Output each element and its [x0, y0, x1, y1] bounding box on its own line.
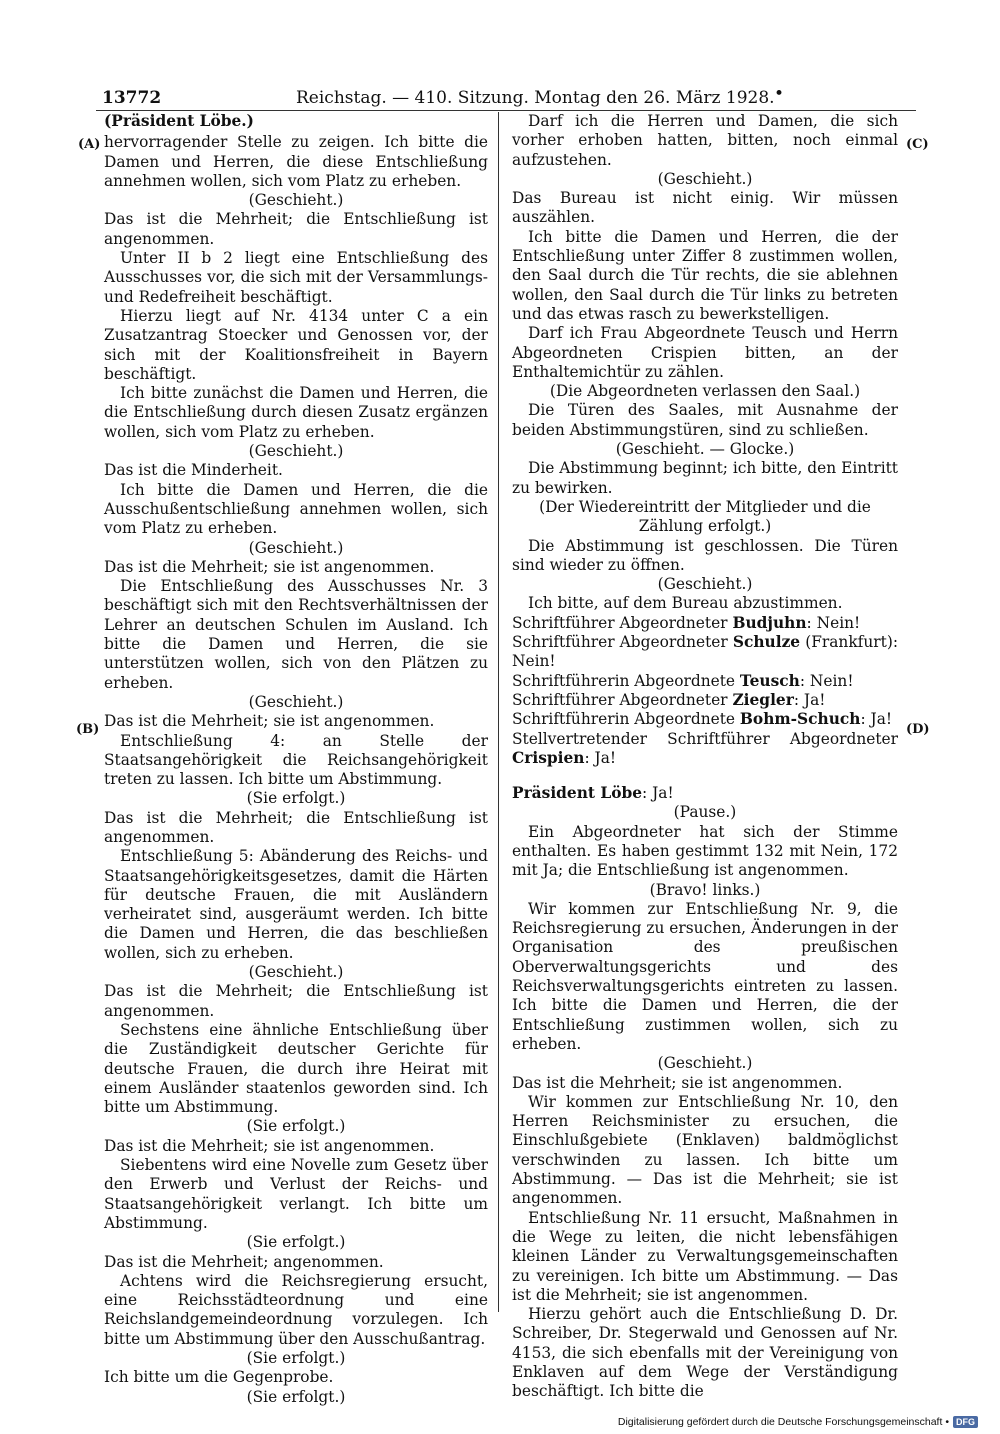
vote-name: Schulze — [732, 633, 801, 652]
stage-direction: (Bravo! links.) — [649, 880, 761, 899]
stage-direction: (Der Wiedereintritt der Mitglieder und die Zählung erfolgt.) — [539, 497, 871, 536]
vote-role: Stellvertretender Schriftführer Abgeordneter — [512, 729, 898, 748]
paragraph: Darf ich die Herren und Damen, die sich vorher erhoben hatten, bitten, noch einmal aufzustehen. — [512, 112, 898, 169]
vote-line — [512, 691, 898, 710]
stage-direction: (Geschieht.) — [248, 963, 344, 982]
paragraph: Achtens wird die Reichsregierung ersucht, eine Reichsstädteordnung und eine Reichslandgemeindeordnung vorzulegen. Ich bitte um Abstimmung über den Ausschußantrag. — [104, 1271, 488, 1348]
paragraph: Entschließung 5: Abänderung des Reichs- und Staatsangehörigkeitsgesetzes, damit die Härten für deutsche Frauen, die mit Ausländern verheiratet sind, ausgeräumt werden. Ich bitte die Damen und Herren, die das beschließen wollen, sich zu erheben. — [104, 847, 488, 962]
paragraph: Das ist die Mehrheit; die Entschließung ist angenommen. — [104, 982, 488, 1020]
header-rule — [96, 110, 916, 111]
stage-direction: (Sie erfolgt.) — [246, 1387, 346, 1406]
paragraph: Ich bitte um die Gegenprobe. — [104, 1368, 334, 1387]
margin-mark-b: (B) — [76, 722, 100, 737]
paragraph: Das ist die Mehrheit; sie ist angenommen. — [512, 1073, 843, 1092]
vote-answer: : Ja! — [584, 748, 617, 767]
paragraph: Unter II b 2 liegt eine Entschließung des Ausschusses vor, die sich mit der Versammlungs- und Redefreiheit beschäftigt. — [104, 249, 488, 306]
vote-answer: : Nein! — [799, 671, 854, 690]
paragraph: Hierzu gehört auch die Entschließung D. Dr. Schreiber, Dr. Stegerwald und Genossen auf Nr. 4153, die sich ebenfalls mit der Vereinigung von Enklaven auf dem Wege der Verständigung beschäftigt. Ich bitte die — [512, 1305, 898, 1401]
paragraph: Ich bitte, auf dem Bureau abzustimmen. — [528, 594, 843, 613]
paragraph: Ich bitte die Damen und Herren, die der Entschließung unter Ziffer 8 zustimmen wollen, den Saal durch die Tür rechts, die sie ablehnen wollen, den Saal durch die Tür links zu betreten und das etwas rasch zu bewerkstelligen. — [512, 227, 898, 323]
paragraph: Wir kommen zur Entschließung Nr. 10, den Herren Reichsminister zu ersuchen, die Einschlußgebiete (Enklaven) baldmöglichst verschwinden zu lassen. Ich bitte um Abstimmung. — Das ist die Mehrheit; sie ist angenommen. — [512, 1092, 898, 1208]
paragraph: Entschließung 4: an Stelle der Staatsangehörigkeit die Reichsangehörigkeit treten zu lassen. Ich bitte um Abstimmung. — [104, 731, 488, 789]
paragraph: Das ist die Mehrheit; die Entschließung ist angenommen. — [104, 808, 488, 846]
stage-direction: (Sie erfolgt.) — [246, 1349, 346, 1367]
stage-direction: (Geschieht.) — [248, 538, 344, 557]
paragraph: Darf ich Frau Abgeordnete Teusch und Herrn Abgeordneten Crispien bitten, an der Enthaltemichtür zu zählen. — [512, 324, 898, 381]
speaker-heading: (Präsident Löbe.) — [104, 112, 254, 130]
footer-text: Digitalisierung gefördert durch die Deutsche Forschungsgemeinschaft • — [617, 1416, 949, 1428]
paragraph: Die Abstimmung ist geschlossen. Die Türen sind wieder zu öffnen. — [512, 536, 898, 574]
vote-role: Schriftführer Abgeordneter — [512, 633, 733, 652]
paragraph: Die Türen des Saales, mit Ausnahme der beiden Abstimmungstüren, sind zu schließen. — [512, 401, 898, 439]
paragraph: Ich bitte die Damen und Herren, die die Ausschußentschließung annehmen wollen, sich vom Platz zu erheben. — [104, 480, 488, 538]
stage-direction: (Geschieht.) — [657, 169, 753, 188]
header-dot: • — [774, 84, 785, 104]
margin-mark-c: (C) — [906, 137, 929, 152]
stage-direction: (Pause.) — [673, 803, 737, 822]
page-header — [96, 84, 908, 112]
margin-mark-d: (D) — [906, 722, 930, 737]
digitization-footer — [618, 1416, 978, 1428]
paragraph: Ein Abgeordneter hat sich der Stimme enthalten. Es haben gestimmt 132 mit Nein, 172 mit Ja; die Entschließung ist angenommen. — [512, 822, 898, 880]
left-column — [104, 112, 488, 1407]
margin-mark-a: (A) — [78, 137, 101, 152]
vote-line — [512, 672, 898, 691]
paragraph: Die Abstimmung beginnt; ich bitte, den Eintritt zu bewirken. — [512, 459, 898, 497]
paragraph: Siebentens wird eine Novelle zum Gesetz über den Erwerb und Verlust der Reichs- und Staatsangehörigkeit verlangt. Ich bitte um Abstimmung. — [104, 1156, 488, 1232]
paragraph: Das ist die Mehrheit; die Entschließung ist angenommen. — [104, 210, 488, 248]
stage-direction: (Geschieht.) — [248, 442, 344, 461]
vote-role: Schriftführer Abgeordneter — [512, 690, 733, 709]
stage-direction: (Sie erfolgt.) — [246, 1233, 346, 1252]
paragraph: hervorragender Stelle zu zeigen. Ich bitte die Damen und Herren, die diese Entschließung annehmen wollen, sich vom Platz zu erheben. — [104, 133, 488, 190]
stage-direction: (Geschieht.) — [657, 575, 753, 594]
stage-direction: (Geschieht.) — [248, 692, 344, 711]
vote-role: Schriftführer Abgeordneter — [512, 613, 733, 632]
paragraph: Wir kommen zur Entschließung Nr. 9, die Reichsregierung zu ersuchen, Änderungen in der Organisation des preußischen Oberverwaltungsgerichts und des Reichsverwaltungsgerichts eintreten zu lassen. Ich bitte die Damen und Herren, die der Entschließung zustimmen wollen, sich zu erheben. — [512, 899, 898, 1053]
stage-direction: (Sie erfolgt.) — [246, 1117, 346, 1136]
speaker-name: Präsident Löbe — [512, 784, 643, 803]
vote-line — [512, 633, 898, 672]
paragraph: Das ist die Mehrheit; sie ist angenommen. — [104, 1136, 435, 1155]
paragraph: Hierzu liegt auf Nr. 4134 unter C a ein Zusatzantrag Stoecker und Genossen vor, der sich mit der Koalitionsfreiheit in Bayern beschäftigt. — [104, 306, 488, 383]
vote-answer: : Nein! — [806, 613, 861, 632]
paragraph: Entschließung Nr. 11 ersucht, Maßnahmen in die Wege zu leiten, die nicht lebensfähigen kleinen Länder zu Verwaltungsgemeinschaften zu vereinigen. Ich bitte um Abstimmung. — Das ist die Mehrheit; sie ist angenommen. — [512, 1208, 898, 1304]
vote-line — [512, 614, 898, 633]
paragraph: Sechstens eine ähnliche Entschließung über die Zuständigkeit deutscher Gerichte für deutsche Frauen, die durch ihre Heirat mit einem Ausländer staatenlos geworden sind. Ich bitte um Abstimmung. — [104, 1020, 488, 1117]
stage-direction: (Sie erfolgt.) — [246, 789, 346, 808]
paragraph: Das ist die Mehrheit; sie ist angenommen. — [104, 557, 435, 576]
paragraph: Das Bureau ist nicht einig. Wir müssen auszählen. — [512, 189, 898, 227]
vote-answer: (Frankfurt): Nein! — [512, 633, 899, 671]
page-number: 13772 — [102, 88, 162, 108]
vote-name: Bohm-Schuch — [739, 710, 861, 729]
paragraph: Das ist die Mehrheit; sie ist angenommen. — [104, 712, 435, 731]
speaker-line — [512, 784, 898, 803]
stage-direction: (Geschieht. — Glocke.) — [615, 440, 795, 459]
paragraph: Das ist die Minderheit. — [104, 461, 283, 480]
stage-direction: (Geschieht.) — [657, 1054, 753, 1073]
vote-role: Schriftführerin Abgeordnete — [512, 710, 740, 729]
vote-name: Budjuhn — [732, 613, 807, 632]
vote-line — [512, 730, 898, 769]
vote-answer: : Ja! — [860, 710, 893, 729]
running-title: Reichstag. — 410. Sitzung. Montag den 26. März 1928. — [296, 88, 775, 108]
paragraph: Ich bitte zunächst die Damen und Herren, die die Entschließung durch diesen Zusatz ergänzen wollen, sich vom Platz zu erheben. — [104, 384, 488, 441]
stage-direction: (Geschieht.) — [248, 191, 344, 210]
right-column — [512, 112, 898, 1402]
vote-name: Crispien — [512, 748, 585, 767]
speaker-answer: : Ja! — [642, 784, 674, 803]
paragraph: Die Entschließung des Ausschusses Nr. 3 beschäftigt sich mit den Rechtsverhältnissen der Lehrer an deutschen Schulen im Ausland. Ich bitte die Damen und Herren, die sie unterstützen wollen, sich von den Plätzen zu erheben. — [104, 577, 488, 692]
stage-direction: (Die Abgeordneten verlassen den Saal.) — [549, 382, 861, 401]
vote-name: Teusch — [739, 671, 800, 690]
vote-role: Schriftführerin Abgeordnete — [512, 671, 740, 690]
vote-line — [512, 710, 898, 729]
vote-name: Ziegler — [732, 690, 794, 709]
column-divider — [498, 112, 499, 1312]
paragraph: Das ist die Mehrheit; angenommen. — [104, 1252, 384, 1271]
vote-answer: : Ja! — [793, 690, 826, 709]
dfg-logo: DFG — [953, 1416, 978, 1428]
